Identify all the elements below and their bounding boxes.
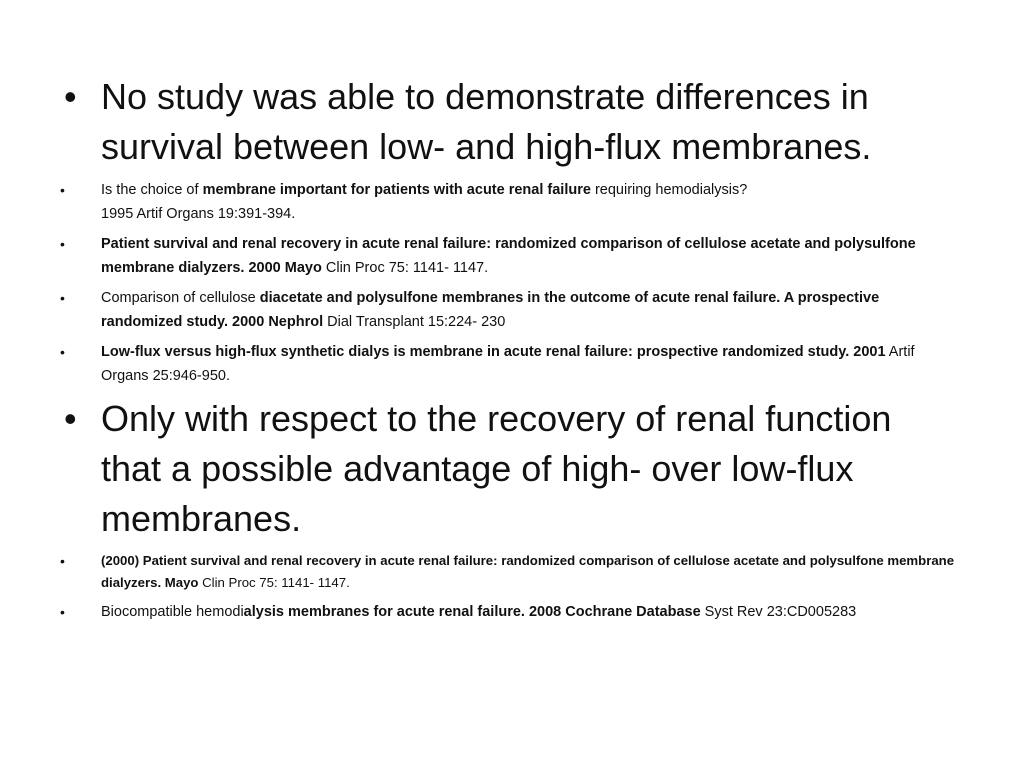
reference-bold: Patient survival and renal recovery in acute renal failure: randomized comparison of cellulose acetate and polysulfone membrane dialyzers. 2000 Mayo <box>101 236 916 276</box>
reference-plain: Biocompatible hemodi <box>101 604 244 620</box>
reference-plain-end: requiring hemodialysis? <box>590 182 748 198</box>
reference-plain-end: Dial Transplant 15:224- 230 <box>323 314 506 330</box>
bullet-marker: • <box>60 236 65 252</box>
reference-bullet-2000-mayo-repeat <box>58 550 958 594</box>
reference-bullet-2000-nephrol <box>58 286 958 334</box>
reference-bold: Low-flux versus high-flux synthetic dialys is membrane in acute renal failure: prospective randomized study. 2001 <box>101 344 886 360</box>
bullet-marker: • <box>60 553 65 569</box>
slide-content <box>58 72 958 630</box>
reference-bullet-2001 <box>58 340 958 388</box>
bullet-text: Only with respect to the recovery of renal function that a possible advantage of high- over low-flux membranes. <box>101 398 892 539</box>
reference-text <box>101 600 958 624</box>
bullet-marker: • <box>64 398 77 439</box>
reference-plain-end: Artif Organs 25:946-950. <box>101 344 915 384</box>
reference-text <box>101 232 958 280</box>
bullet-marker: • <box>60 604 65 620</box>
reference-plain: Is the choice of <box>101 182 203 198</box>
reference-bold: (2000) Patient survival and renal recovery in acute renal failure: randomized comparison of cellulose acetate and polysulfone membrane dialyzers. Mayo <box>101 553 955 590</box>
reference-text <box>101 340 958 388</box>
reference-bullet-2000-mayo <box>58 232 958 280</box>
reference-bold: membrane important for patients with acute renal failure <box>202 182 591 198</box>
reference-plain: Comparison of cellulose <box>101 290 260 306</box>
main-bullet-survival <box>58 72 958 172</box>
bullet-marker: • <box>64 76 77 117</box>
reference-text <box>101 286 958 334</box>
bullet-marker: • <box>60 344 65 360</box>
reference-text <box>101 178 958 226</box>
reference-text <box>101 550 958 594</box>
reference-bullet-2008-cochrane <box>58 600 958 624</box>
reference-bold: diacetate and polysulfone membranes in the outcome of acute renal failure. A prospective randomized study. 2000 Nephrol <box>101 290 880 330</box>
reference-bold: alysis membranes for acute renal failure. 2008 Cochrane Database <box>243 604 701 620</box>
reference-plain-end: Clin Proc 75: 1141- 1147. <box>321 260 489 276</box>
reference-citation: 1995 Artif Organs 19:391-394. <box>101 206 296 222</box>
bullet-marker: • <box>60 182 65 198</box>
bullet-text: No study was able to demonstrate differences in survival between low- and high-flux membranes. <box>101 76 872 167</box>
main-bullet-recovery <box>58 394 958 544</box>
bullet-marker: • <box>60 290 65 306</box>
reference-bullet-1995 <box>58 178 958 226</box>
reference-plain-end: Clin Proc 75: 1141- 1147. <box>198 575 350 590</box>
reference-plain-end: Syst Rev 23:CD005283 <box>700 604 857 620</box>
